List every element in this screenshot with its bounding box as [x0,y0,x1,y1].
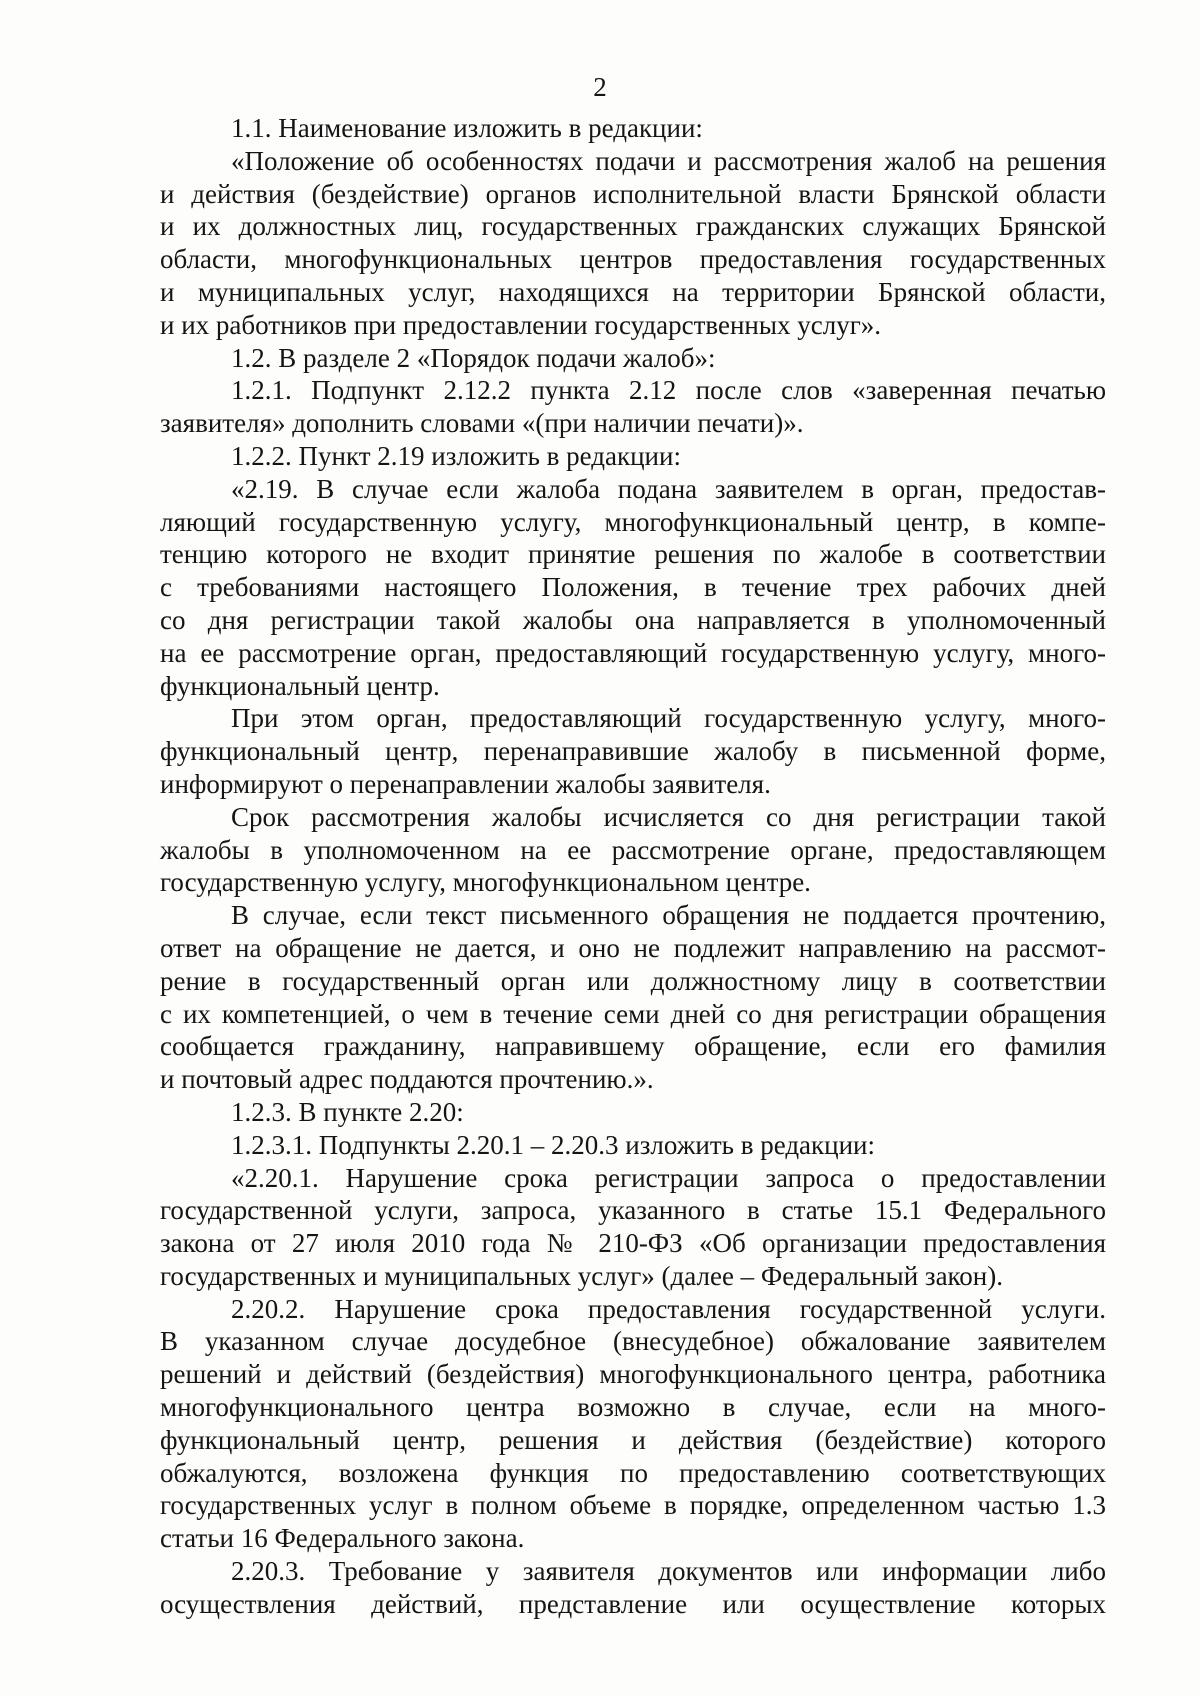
text-line: функциональный центр, решения и действия (бездействие) которого [160,1424,1106,1455]
text-line: и действия (бездействие) органов исполнительной власти Брянской области [160,178,1106,209]
page-number: 2 [593,72,607,102]
text-line: функциональный центр. [160,670,440,701]
text-line: и почтовый адрес поддаются прочтению.». [160,1064,654,1095]
text-line: заявителя» дополнить словами «(при наличии печати)». [160,408,804,439]
text-line: В случае, если текст письменного обращения не поддается прочтению, [231,900,1106,931]
text-line: обжалуются, возложена функция по предоставлению соответствующих [160,1457,1106,1488]
text-line: осуществления действий, представление или осуществление которых [160,1588,1106,1619]
text-line: с требованиями настоящего Положения, в течение трех рабочих дней [160,572,1106,603]
text-line: «Положение об особенностях подачи и рассмотрения жалоб на решения [231,145,1106,176]
text-line: закона от 27 июля 2010 года № 210-ФЗ «Об организации предоставления [160,1228,1106,1259]
text-line: ляющий государственную услугу, многофункциональный центр, в компе- [160,506,1106,537]
text-line: 1.2.2. Пункт 2.19 изложить в редакции: [231,440,681,471]
text-line: функциональный центр, перенаправившие жалобу в письменной форме, [160,736,1106,767]
text-line: со дня регистрации такой жалобы она направляется в уполномоченный [160,604,1106,635]
text-line: государственных и муниципальных услуг» (далее – Федеральный закон). [160,1260,1003,1291]
text-line: области, многофункциональных центров предоставления государственных [160,244,1106,275]
text-line: 2.20.3. Требование у заявителя документов или информации либо [231,1556,1106,1587]
text-line: В указанном случае досудебное (внесудебное) обжалование заявителем [160,1326,1106,1357]
text-line: и их должностных лиц, государственных гражданских служащих Брянской [160,211,1106,242]
text-line: 1.1. Наименование изложить в редакции: [231,113,703,143]
text-line: 1.2.3. В пункте 2.20: [231,1096,464,1127]
text-line: 1.2.3.1. Подпункты 2.20.1 – 2.20.3 изложить в редакции: [231,1129,876,1160]
text-line: на ее рассмотрение орган, предоставляющий государственную услугу, много- [160,637,1106,668]
text-line: ответ на обращение не дается, и оно не подлежит направлению на рассмот- [160,932,1106,963]
text-line: При этом орган, предоставляющий государственную услугу, много- [231,703,1106,734]
text-line: государственной услуги, запроса, указанного в статье 15.1 Федерального [160,1195,1106,1226]
text-line: «2.19. В случае если жалоба подана заявителем в орган, предостав- [231,473,1106,504]
text-line: многофункционального центра возможно в случае, если на много- [160,1392,1106,1423]
text-line: 2.20.2. Нарушение срока предоставления государственной услуги. [231,1293,1106,1324]
text-line: государственных услуг в полном объеме в порядке, определенном частью 1.3 [160,1490,1106,1521]
text-line: с их компетенцией, о чем в течение семи дней со дня регистрации обращения [160,998,1106,1029]
text-line: решений и действий (бездействия) многофункционального центра, работника [160,1359,1106,1390]
text-line: жалобы в уполномоченном на ее рассмотрение органе, предоставляющем [160,834,1106,865]
text-line: информируют о перенаправлении жалобы заявителя. [160,768,771,799]
text-line: 1.2.1. Подпункт 2.12.2 пункта 2.12 после слов «заверенная печатью [231,375,1106,406]
text-line: рение в государственный орган или должностному лицу в соответствии [160,965,1106,996]
text-line: тенцию которого не входит принятие решения по жалобе в соответствии [160,539,1106,570]
text-line: и их работников при предоставлении государственных услуг». [160,309,882,340]
text-line: и муниципальных услуг, находящихся на территории Брянской области, [160,276,1106,307]
document-body [160,112,1106,1621]
text-line: Срок рассмотрения жалобы исчисляется со дня регистрации такой [231,801,1106,832]
text-line: статьи 16 Федерального закона. [160,1523,525,1554]
text-line: государственную услугу, многофункциональном центре. [160,867,811,898]
text-line: «2.20.1. Нарушение срока регистрации запроса о предоставлении [231,1162,1106,1193]
text-line: сообщается гражданину, направившему обращение, если его фамилия [160,1031,1106,1062]
text-line: 1.2. В разделе 2 «Порядок подачи жалоб»: [231,342,716,373]
